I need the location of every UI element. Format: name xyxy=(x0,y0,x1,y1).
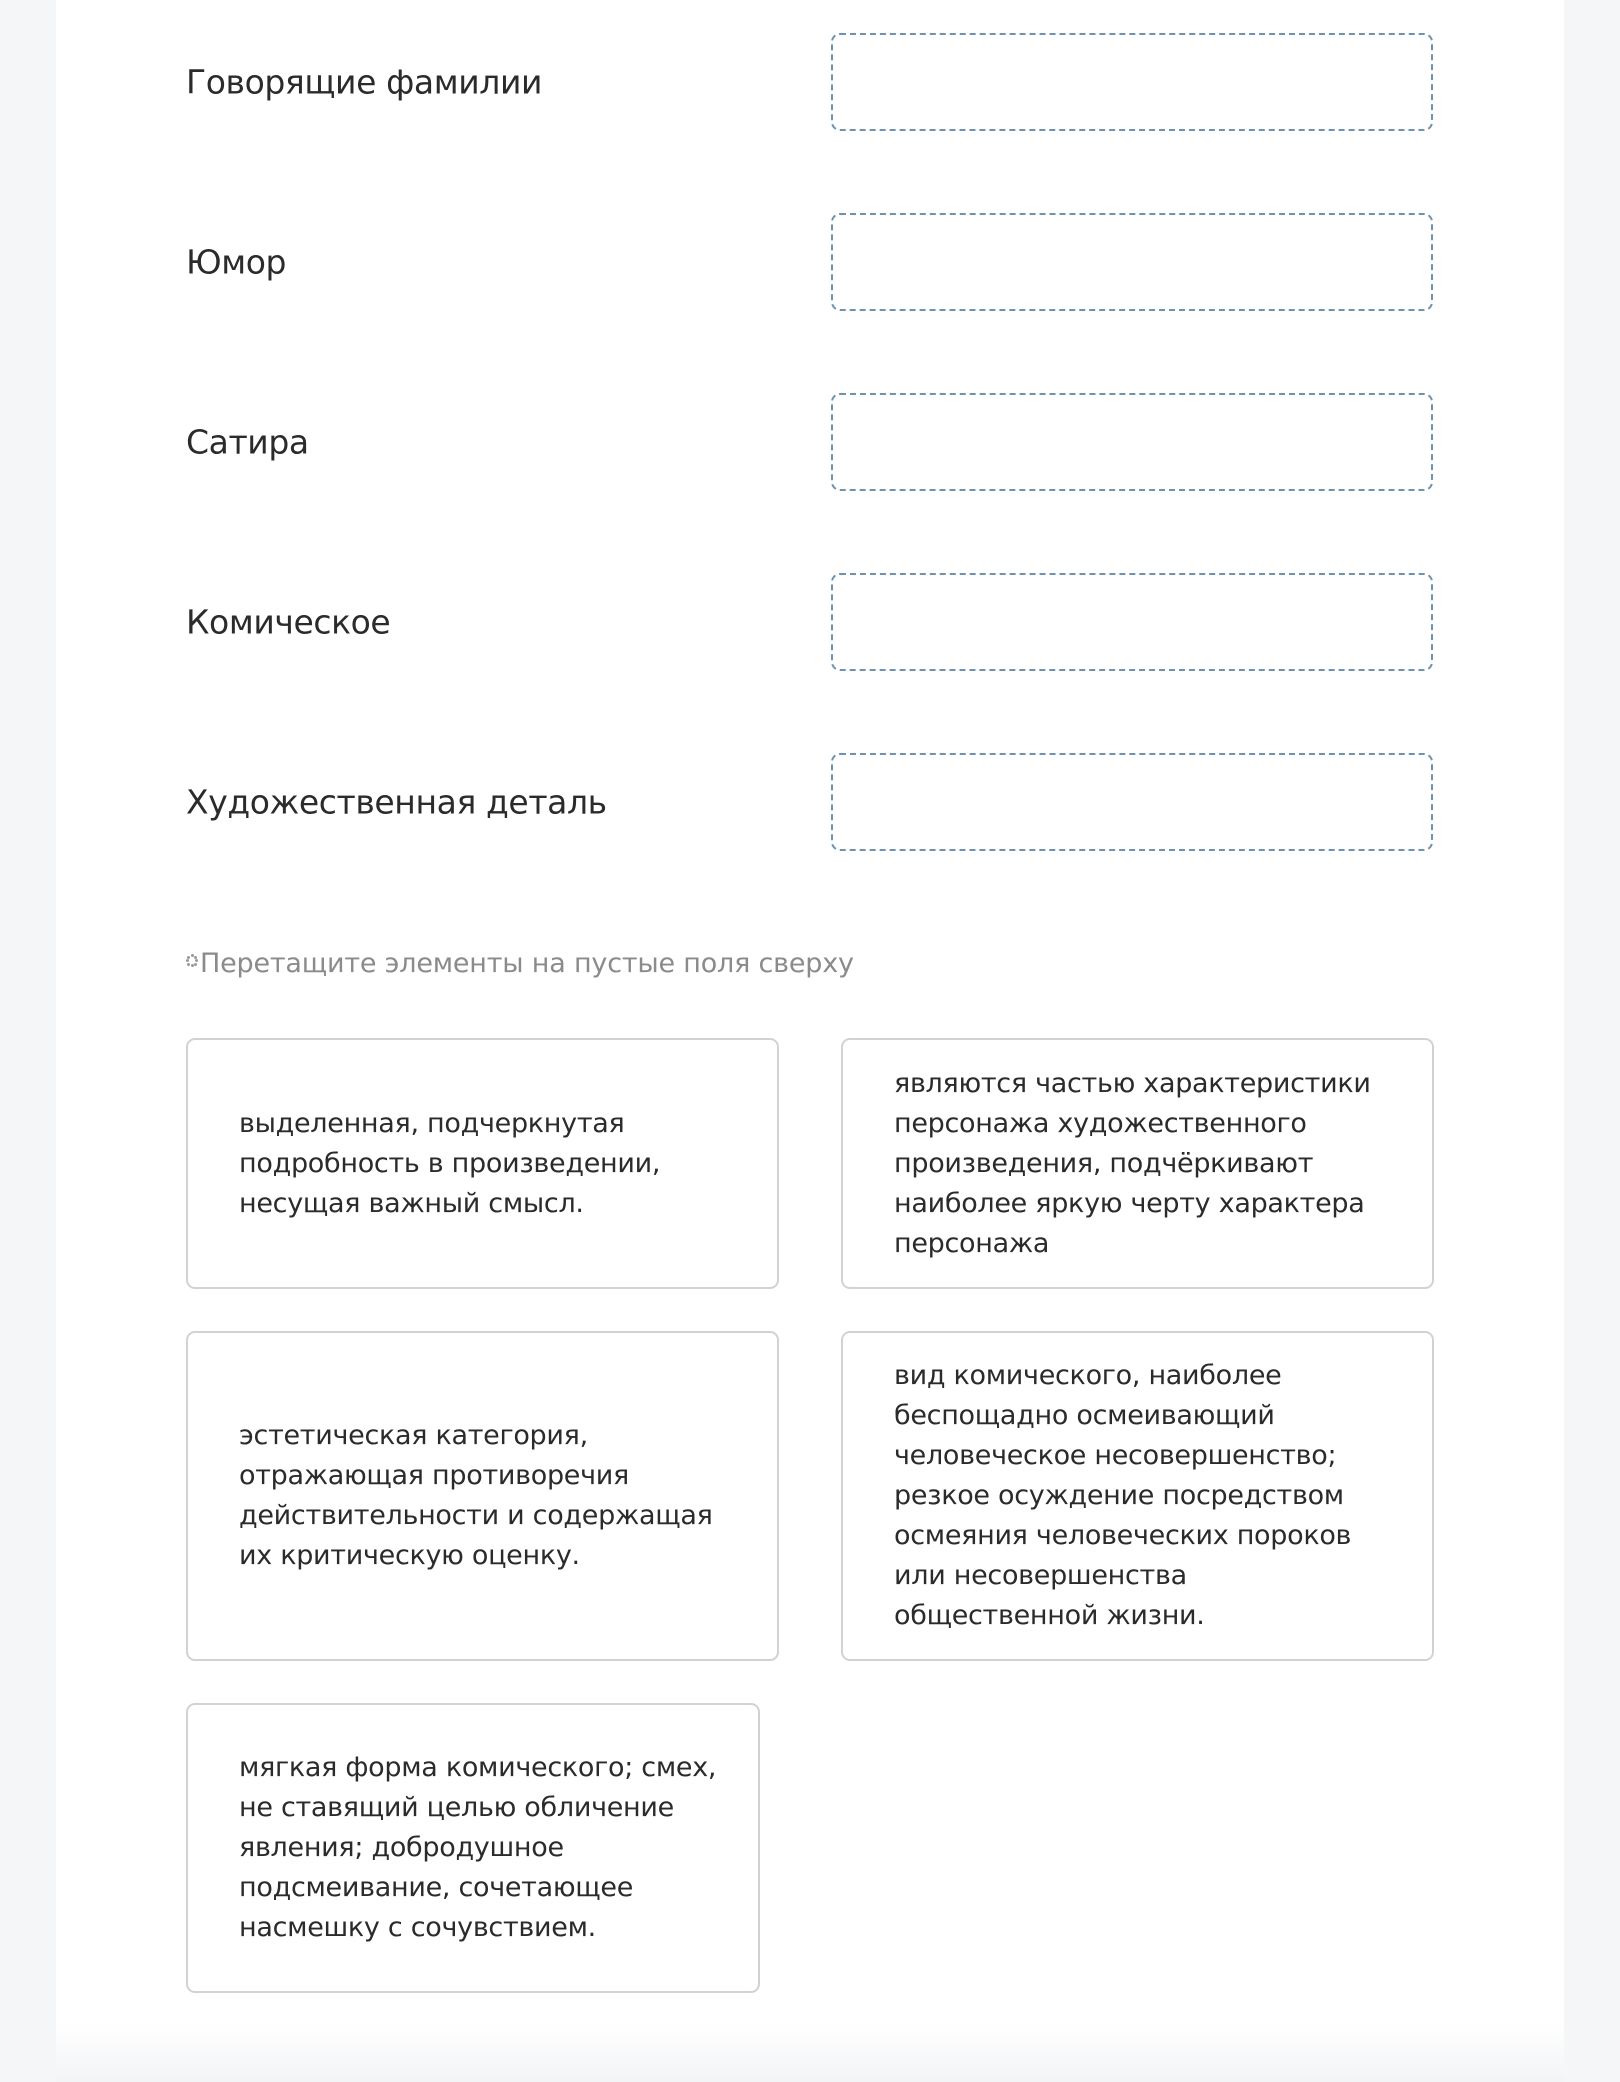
term-label: Юмор xyxy=(186,242,287,282)
panel-bottom-fade xyxy=(56,2022,1564,2082)
drop-zone[interactable] xyxy=(831,33,1433,131)
match-row xyxy=(56,213,1564,311)
term-label: Сатира xyxy=(186,422,309,462)
match-row xyxy=(56,33,1564,131)
term-label: Художественная деталь xyxy=(186,782,607,822)
definition-text: мягкая форма комического; смех, не ставящий целью обличение явления; добродушное подсмеивание, сочетающее насмешку с сочувствием. xyxy=(239,1752,717,1943)
definition-text: вид комического, наиболее беспощадно осмеивающий человеческое несовершенство; резкое осуждение посредством осмеяния человеческих пороков или несовершенства общественной жизни. xyxy=(894,1360,1352,1631)
exercise-panel xyxy=(56,0,1564,2082)
definition-text: являются частью характеристики персонажа художественного произведения, подчёркивают наиболее яркую черту характера персонажа xyxy=(894,1067,1371,1259)
match-row xyxy=(56,393,1564,491)
drop-zone[interactable] xyxy=(831,213,1433,311)
match-row xyxy=(56,753,1564,851)
drop-zone[interactable] xyxy=(831,753,1433,851)
drop-zone[interactable] xyxy=(831,393,1433,491)
drag-hint xyxy=(186,948,854,979)
drag-dots-icon xyxy=(186,954,198,966)
term-label: Говорящие фамилии xyxy=(186,62,543,102)
draggable-definition-card[interactable] xyxy=(186,1703,760,1993)
match-row xyxy=(56,573,1564,671)
drop-zone[interactable] xyxy=(831,573,1433,671)
draggable-definition-card[interactable] xyxy=(186,1331,779,1661)
drag-hint-text: Перетащите элементы на пустые поля сверху xyxy=(200,948,854,979)
definition-text: выделенная, подчеркнутая подробность в произведении, несущая важный смысл. xyxy=(239,1107,661,1219)
definition-text: эстетическая категория, отражающая противоречия действительности и содержащая их критическую оценку. xyxy=(239,1420,713,1571)
draggable-definition-card[interactable] xyxy=(841,1331,1434,1661)
draggable-definition-card[interactable] xyxy=(186,1038,779,1289)
term-label: Комическое xyxy=(186,602,391,642)
draggable-definition-card[interactable] xyxy=(841,1038,1434,1289)
